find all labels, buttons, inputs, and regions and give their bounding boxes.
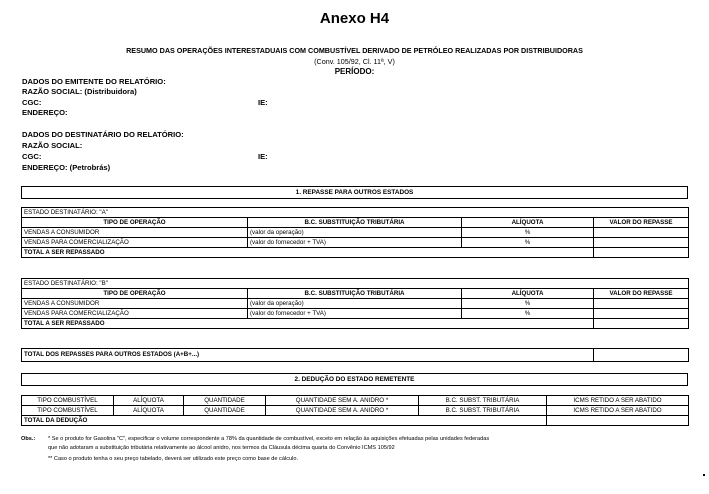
report-legal-reference: (Conv. 105/92, Cl. 11ª, V) (314, 57, 395, 66)
col-tipo-combustivel: TIPO COMBUSTÍVEL (22, 396, 114, 406)
emitente-heading: DADOS DO EMITENTE DO RELATÓRIO: (22, 77, 166, 86)
report-period-label: PERÍODO: (334, 67, 375, 76)
col-aliquota: ALÍQUOTA (114, 406, 184, 416)
emitente-ie: IE: (258, 98, 268, 107)
estado-b-table (21, 278, 689, 329)
deducao-table (21, 395, 689, 426)
col-quantidade: QUANTIDADE (184, 406, 266, 416)
cell-valor (594, 299, 689, 309)
cell-bc: (valor do fornecedor + TVA) (248, 238, 462, 248)
cell-aliquota: % (462, 309, 594, 319)
emitente-cgc: CGC: (22, 98, 42, 107)
section1-title: 1. REPASSE PARA OUTROS ESTADOS (21, 186, 688, 199)
emitente-razao-social: RAZÃO SOCIAL: (Distribuidora) (22, 87, 137, 96)
total-repasses-label: TOTAL DOS REPASSES PARA OUTROS ESTADOS (A+B+...) (22, 349, 594, 362)
cell-valor (594, 319, 689, 329)
col-icms-retido: ICMS RETIDO A SER ABATIDO (547, 406, 689, 416)
obs-label: Obs.: (21, 436, 36, 442)
col-aliquota: ALÍQUOTA (114, 396, 184, 406)
cell-valor (594, 309, 689, 319)
row-vendas-comercializacao: VENDAS PARA COMERCIALIZAÇÃO (22, 238, 248, 248)
emitente-endereco: ENDEREÇO: (22, 108, 68, 117)
cell-bc: (valor da operação) (248, 228, 462, 238)
destinatario-ie: IE: (258, 152, 268, 161)
row-total-repassado: TOTAL A SER REPASSADO (22, 248, 594, 258)
row-vendas-comercializacao: VENDAS PARA COMERCIALIZAÇÃO (22, 309, 248, 319)
col-bc-subst: B.C. SUBST. TRIBUTÁRIA (419, 396, 547, 406)
destinatario-razao-social: RAZÃO SOCIAL: (22, 141, 83, 150)
col-icms-retido: ICMS RETIDO A SER ABATIDO (547, 396, 689, 406)
cell-aliquota: % (462, 238, 594, 248)
report-heading: RESUMO DAS OPERAÇÕES INTERESTADUAIS COM COMBUSTÍVEL DERIVADO DE PETRÓLEO REALIZADAS POR DISTRIBUIDORAS (126, 46, 583, 55)
col-valor-repasse: VALOR DO REPASSE (594, 289, 689, 299)
row-vendas-consumidor: VENDAS A CONSUMIDOR (22, 299, 248, 309)
cell-total-deducao (547, 416, 689, 426)
total-repasses-value (594, 349, 689, 362)
page-title: Anexo H4 (319, 10, 390, 27)
row-total-deducao: TOTAL DA DEDUÇÃO (22, 416, 547, 426)
scan-mark (703, 474, 705, 476)
col-aliquota: ALÍQUOTA (462, 218, 594, 228)
section2-title: 2. DEDUÇÃO DO ESTADO REMETENTE (21, 373, 688, 386)
destinatario-heading: DADOS DO DESTINATÁRIO DO RELATÓRIO: (22, 130, 184, 139)
cell-valor (594, 228, 689, 238)
cell-valor (594, 238, 689, 248)
estado-a-label: ESTADO DESTINATÁRIO: "A" (22, 208, 689, 218)
obs-line-2: que não adotaram a substituição tributária relativamente ao álcool anidro, nos termos da Cláusula décima quarta do Convênio ICMS 105/92 (48, 445, 395, 451)
obs-line-3: ** Caso o produto tenha o seu preço tabelado, deverá ser utilizado este preço como base de cálculo. (48, 456, 299, 462)
col-valor-repasse: VALOR DO REPASSE (594, 218, 689, 228)
col-tipo-operacao: TIPO DE OPERAÇÃO (22, 289, 248, 299)
row-vendas-consumidor: VENDAS A CONSUMIDOR (22, 228, 248, 238)
col-bc-subst: B.C. SUBST. TRIBUTÁRIA (419, 406, 547, 416)
col-quantidade-sem-anidro: QUANTIDADE SEM A. ANIDRO * (266, 396, 419, 406)
cell-bc: (valor do fornecedor + TVA) (248, 309, 462, 319)
estado-b-label: ESTADO DESTINATÁRIO: "B" (22, 279, 689, 289)
col-bc-substituicao: B.C. SUBSTITUIÇÃO TRIBUTÁRIA (248, 289, 462, 299)
estado-a-table (21, 207, 689, 258)
col-tipo-combustivel: TIPO COMBUSTÍVEL (22, 406, 114, 416)
row-total-repassado: TOTAL A SER REPASSADO (22, 319, 594, 329)
destinatario-endereco: ENDEREÇO: (Petrobrás) (22, 163, 111, 172)
col-bc-substituicao: B.C. SUBSTITUIÇÃO TRIBUTÁRIA (248, 218, 462, 228)
cell-aliquota: % (462, 299, 594, 309)
col-tipo-operacao: TIPO DE OPERAÇÃO (22, 218, 248, 228)
cell-aliquota: % (462, 228, 594, 238)
destinatario-cgc: CGC: (22, 152, 42, 161)
cell-bc: (valor da operação) (248, 299, 462, 309)
col-quantidade: QUANTIDADE (184, 396, 266, 406)
col-aliquota: ALÍQUOTA (462, 289, 594, 299)
cell-valor (594, 248, 689, 258)
col-quantidade-sem-anidro: QUANTIDADE SEM A. ANIDRO * (266, 406, 419, 416)
obs-line-1: * Se o produto for Gasolina "C", especificar o volume correspondente a 78% da quantidade de combustível, exceto em relação às aquisições efetuadas pelas unidades federadas (48, 436, 490, 442)
total-repasses-table (21, 348, 689, 362)
